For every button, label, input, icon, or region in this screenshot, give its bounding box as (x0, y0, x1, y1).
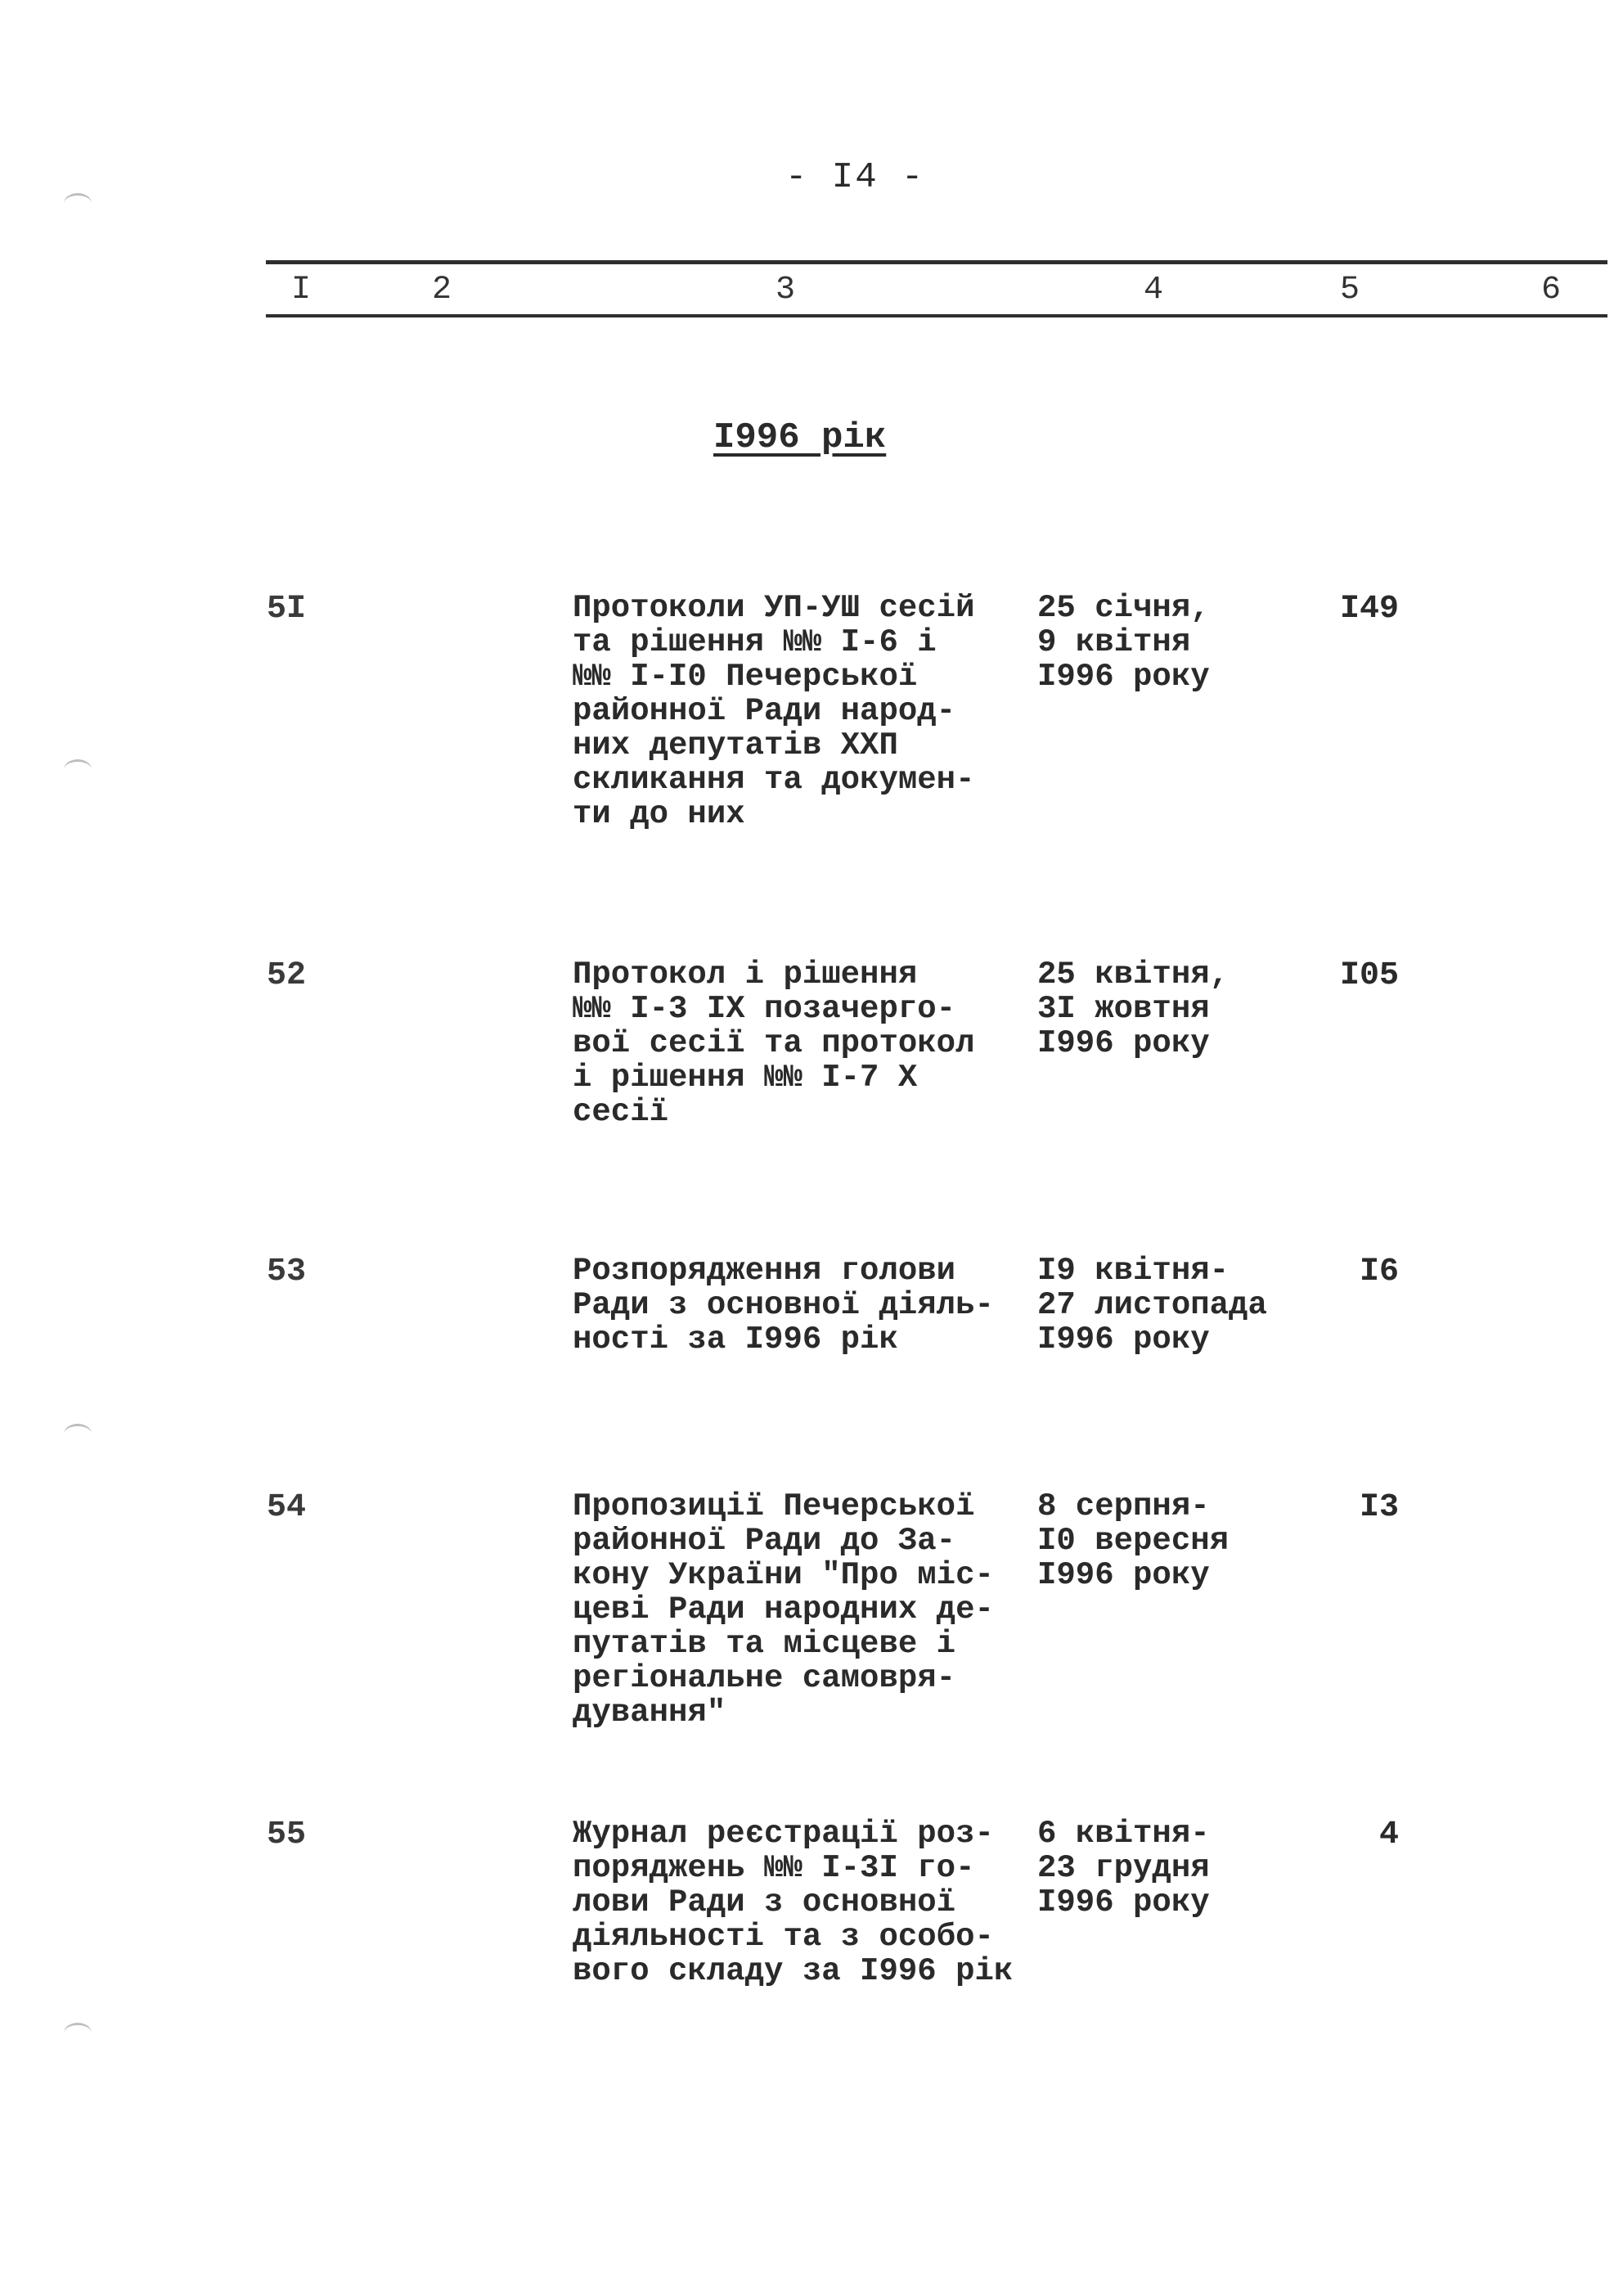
entry-dates: 25 січня, 9 квітня I996 року (1037, 590, 1210, 695)
column-number-2: 2 (432, 272, 452, 308)
column-number-1: I (291, 272, 312, 308)
entry-number: 5I (267, 591, 307, 628)
entry-title: Пропозиції Печерської районної Ради до За- кону України "Про міс- цеві Ради народних де- путатів та місцеве і регіональне самовря- дування" (573, 1488, 994, 1731)
entry-number: 53 (267, 1254, 307, 1290)
page-number: - I4 - (785, 157, 925, 198)
punch-hole-mark (64, 2023, 92, 2043)
entry-title: Протоколи УП-УШ сесій та рішення №№ I-6 і №№ I-I0 Печерської районної Ради народ- них депутатів XXП скликання та докумен- ти до них (573, 590, 975, 832)
entry-dates: I9 квітня- 27 листопада I996 року (1037, 1253, 1267, 1357)
entry-sheet-count: I05 (1339, 957, 1399, 994)
column-number-3: 3 (776, 272, 796, 308)
entry-sheet-count: I49 (1339, 591, 1399, 628)
entry-dates: 6 квітня- 23 грудня I996 року (1037, 1816, 1210, 1920)
entry-dates: 25 квітня, 3I жовтня I996 року (1037, 957, 1230, 1061)
entry-sheet-count: I3 (1359, 1489, 1399, 1526)
punch-hole-mark (64, 1424, 92, 1444)
entry-title: Розпорядження голови Ради з основної діяль- ності за I996 рік (573, 1253, 994, 1357)
section-title: I996 рік (713, 417, 887, 458)
entry-title: Журнал реєстрації роз- поряджень №№ I-3I го- лови Ради з основної діяльності та з особо- вого складу за I996 рік (573, 1816, 1014, 1989)
header-top-rule (266, 260, 1607, 264)
header-bottom-rule (266, 314, 1607, 317)
entry-number: 55 (267, 1817, 307, 1853)
entry-sheet-count: I6 (1359, 1254, 1399, 1290)
entry-title: Протокол і рішення №№ I-3 IX позачерго- вої сесії та протокол і рішення №№ I-7 X сесії (573, 957, 975, 1130)
column-number-5: 5 (1340, 272, 1360, 308)
entry-sheet-count: 4 (1378, 1817, 1399, 1853)
entry-dates: 8 серпня- I0 вересня I996 року (1037, 1488, 1230, 1593)
column-number-4: 4 (1144, 272, 1164, 308)
punch-hole-mark (64, 759, 92, 780)
entry-number: 54 (267, 1489, 307, 1526)
column-number-6: 6 (1541, 272, 1562, 308)
punch-hole-mark (64, 193, 92, 214)
entry-number: 52 (267, 957, 307, 994)
